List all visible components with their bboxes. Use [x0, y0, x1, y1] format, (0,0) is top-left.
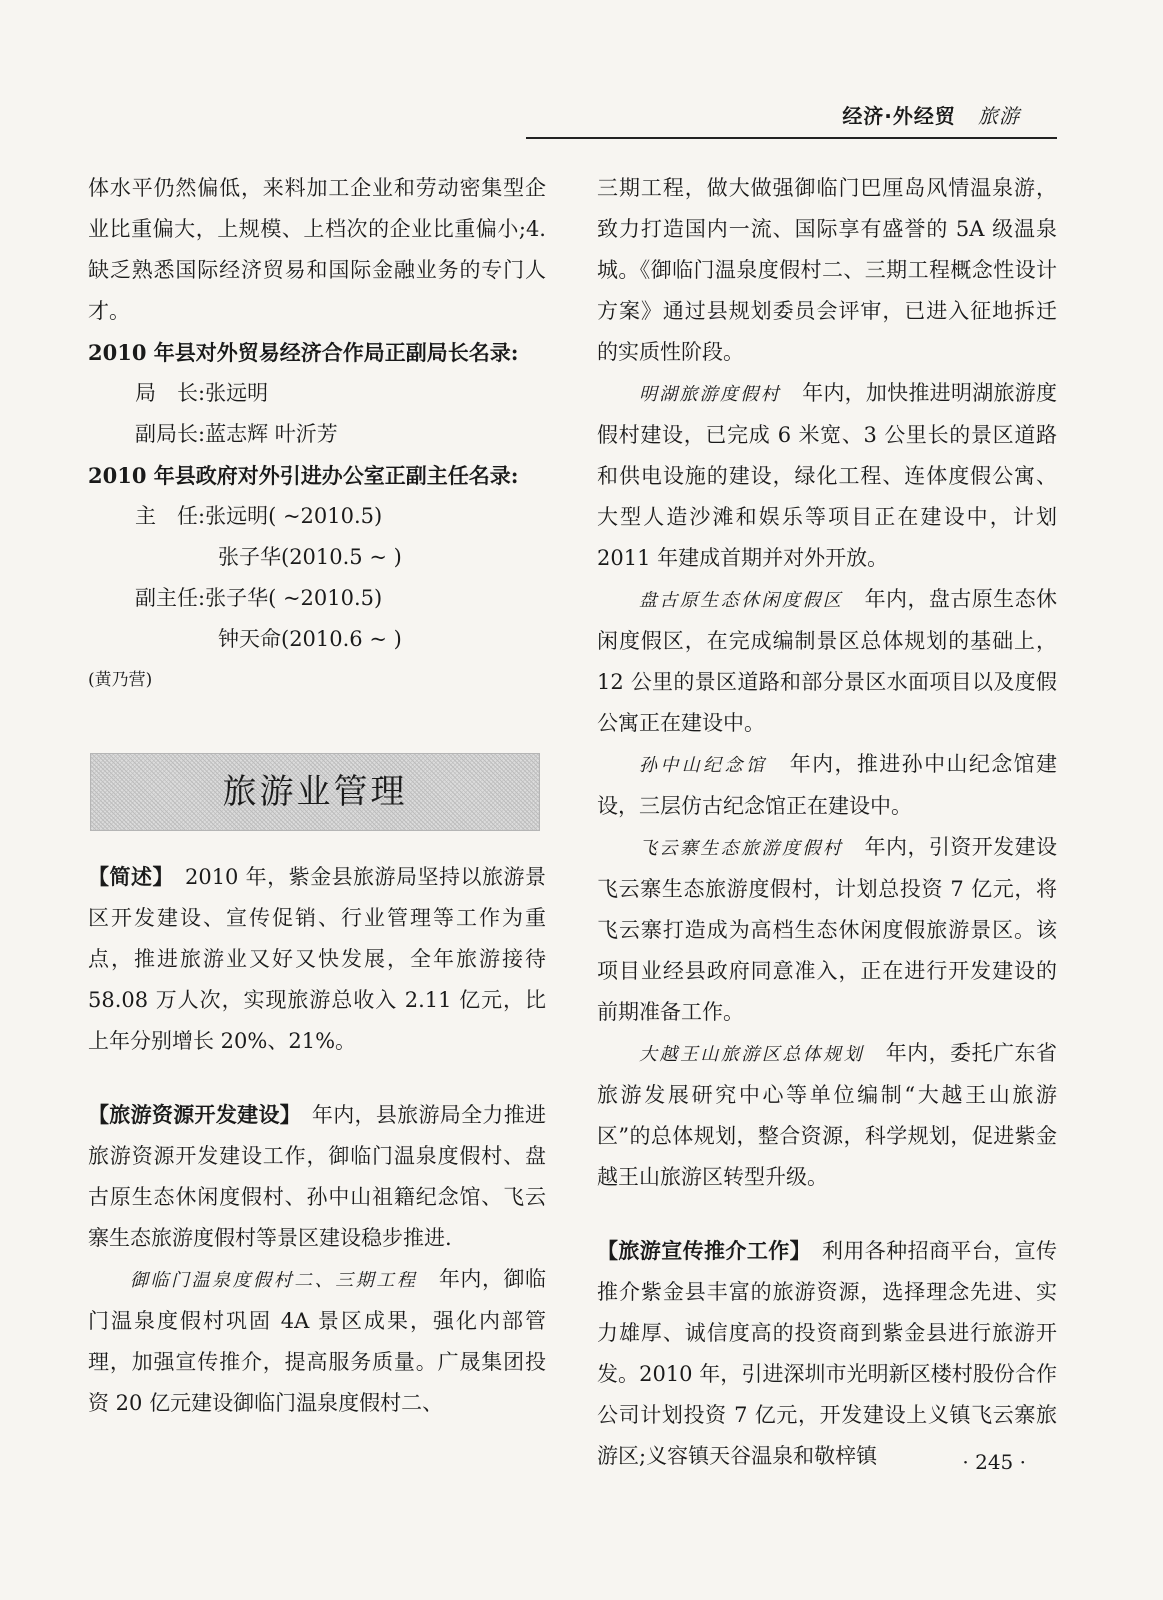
- right-column: [597, 168, 1057, 1477]
- yulinmen-text: 年内，御临门温泉度假村巩固 4A 景区成果，强化内部管理，加强宣传推介，提高服务质量。广晟集团投资 20 亿元建设御临门温泉度假村二、: [88, 1267, 547, 1415]
- resource-text: 年内，县旅游局全力推进旅游资源开发建设工作，御临门温泉度假村、盘古原生态休闲度假村、孙中山祖籍纪念馆、飞云寨生态旅游度假村等景区建设稳步推进.: [88, 1103, 547, 1250]
- paragraph-minghu: [597, 373, 1057, 579]
- pangu-text: 年内，盘古原生态休闲度假区，在完成编制景区总体规划的基础上，12 公里的景区道路和部分景区水面项目以及度假公寓正在建设中。: [597, 587, 1058, 735]
- resource-tag: 【旅游资源开发建设】: [88, 1103, 291, 1127]
- paragraph-continued-right: 三期工程，做大做强御临门巴厘岛风情温泉游，致力打造国内一流、国际享有盛誉的 5A 级温泉城。《御临门温泉度假村二、三期工程概念性设计方案》通过县规划委员会评审，已进入征地拆迁的实质性阶段。: [597, 176, 1057, 364]
- paragraph-continued: 体水平仍然偏低，来料加工企业和劳动密集型企业比重偏大，上规模、上档次的企业比重偏小;4.缺乏熟悉国际经济贸易和国际金融业务的专门人才。: [88, 176, 546, 323]
- section-title-banner: [90, 753, 540, 831]
- list-item: 钟天命(2010.6 ~ ): [218, 627, 402, 651]
- author-credit: (黄乃营): [88, 670, 153, 690]
- dayuewang-text: 年内，委托广东省旅游发展研究中心等单位编制“大越王山旅游区”的总体规划，整合资源，科学规划，促进紫金越王山旅游区转型升级。: [597, 1041, 1058, 1189]
- promotion-text: 利用各种招商平台，宣传推介紫金县丰富的旅游资源，选择理念先进、实力雄厚、诚信度高的投资商到紫金县进行旅游开发。2010 年，引进深圳市光明新区楼村股份合作公司计划投资 7 亿元，开发建设上义镇飞云寨旅游区;义容镇天谷温泉和敬梓镇: [597, 1239, 1057, 1468]
- dayuewang-heading: 大越王山旅游区总体规划: [639, 1044, 865, 1065]
- list-title-trade-bureau: 2010 年县对外贸易经济合作局正副局长名录:: [88, 340, 519, 365]
- paragraph-feiyunzhai: [597, 827, 1057, 1033]
- paragraph-pangu: [597, 579, 1057, 744]
- summary-text: 2010 年，紫金县旅游局坚持以旅游景区开发建设、宣传促销、行业管理等工作为重点，推进旅游业又好又快发展，全年旅游接待 58.08 万人次，实现旅游总收入 2.11 亿元，比上年分别增长 20%、21%。: [88, 865, 547, 1053]
- summary-tag: 【简述】: [88, 865, 164, 889]
- paragraph-resource: [88, 1095, 546, 1259]
- header-rule: [526, 137, 1057, 139]
- page-number: · 245 ·: [962, 1450, 1026, 1474]
- header-section: 经济·外经贸: [842, 104, 956, 128]
- paragraph-promotion: [597, 1231, 1057, 1477]
- paragraph-summary: [88, 857, 546, 1062]
- list-item: 副主任:张子华( ~2010.5): [135, 586, 383, 610]
- promotion-tag: 【旅游宣传推介工作】: [597, 1239, 801, 1263]
- feiyunzhai-text: 年内，引资开发建设飞云寨生态旅游度假村，计划总投资 7 亿元，将飞云寨打造成为高档生态休闲度假旅游景区。该项目业经县政府同意准入，正在进行开发建设的前期准备工作。: [597, 835, 1058, 1024]
- list-title-intro-office: 2010 年县政府对外引进办公室正副主任名录:: [88, 463, 519, 488]
- section-title: 旅游业管理: [222, 771, 408, 812]
- list-item: 副局长:蓝志辉 叶沂芳: [135, 422, 338, 446]
- list-item: 局 长:张远明: [135, 381, 269, 405]
- list-item: 主 任:张远明( ~2010.5): [135, 504, 383, 528]
- paragraph-dayuewang: [597, 1033, 1057, 1198]
- minghu-heading: 明湖旅游度假村: [639, 384, 781, 405]
- yulinmen-heading: 御临门温泉度假村二、三期工程: [130, 1270, 418, 1291]
- header-subsection: 旅游: [978, 104, 1020, 128]
- sun-yatsen-heading: 孙中山纪念馆: [639, 755, 768, 776]
- feiyunzhai-heading: 飞云寨生态旅游度假村: [639, 838, 844, 859]
- minghu-text: 年内，加快推进明湖旅游度假村建设，已完成 6 米宽、3 公里长的景区道路和供电设施的建设，绿化工程、连体度假公寓、大型人造沙滩和娱乐等项目正在建设中，计划 2011 年建成首期并对外开放。: [597, 381, 1058, 570]
- paragraph-yulinmen: [88, 1259, 546, 1424]
- list-item: 张子华(2010.5 ~ ): [218, 545, 402, 569]
- sun-yatsen-text: 年内，推进孙中山纪念馆建设，三层仿古纪念馆正在建设中。: [597, 752, 1058, 818]
- running-header: [842, 100, 1020, 129]
- pangu-heading: 盘古原生态休闲度假区: [639, 590, 844, 611]
- left-column: [88, 168, 546, 1424]
- paragraph-sun-yatsen: [597, 744, 1057, 827]
